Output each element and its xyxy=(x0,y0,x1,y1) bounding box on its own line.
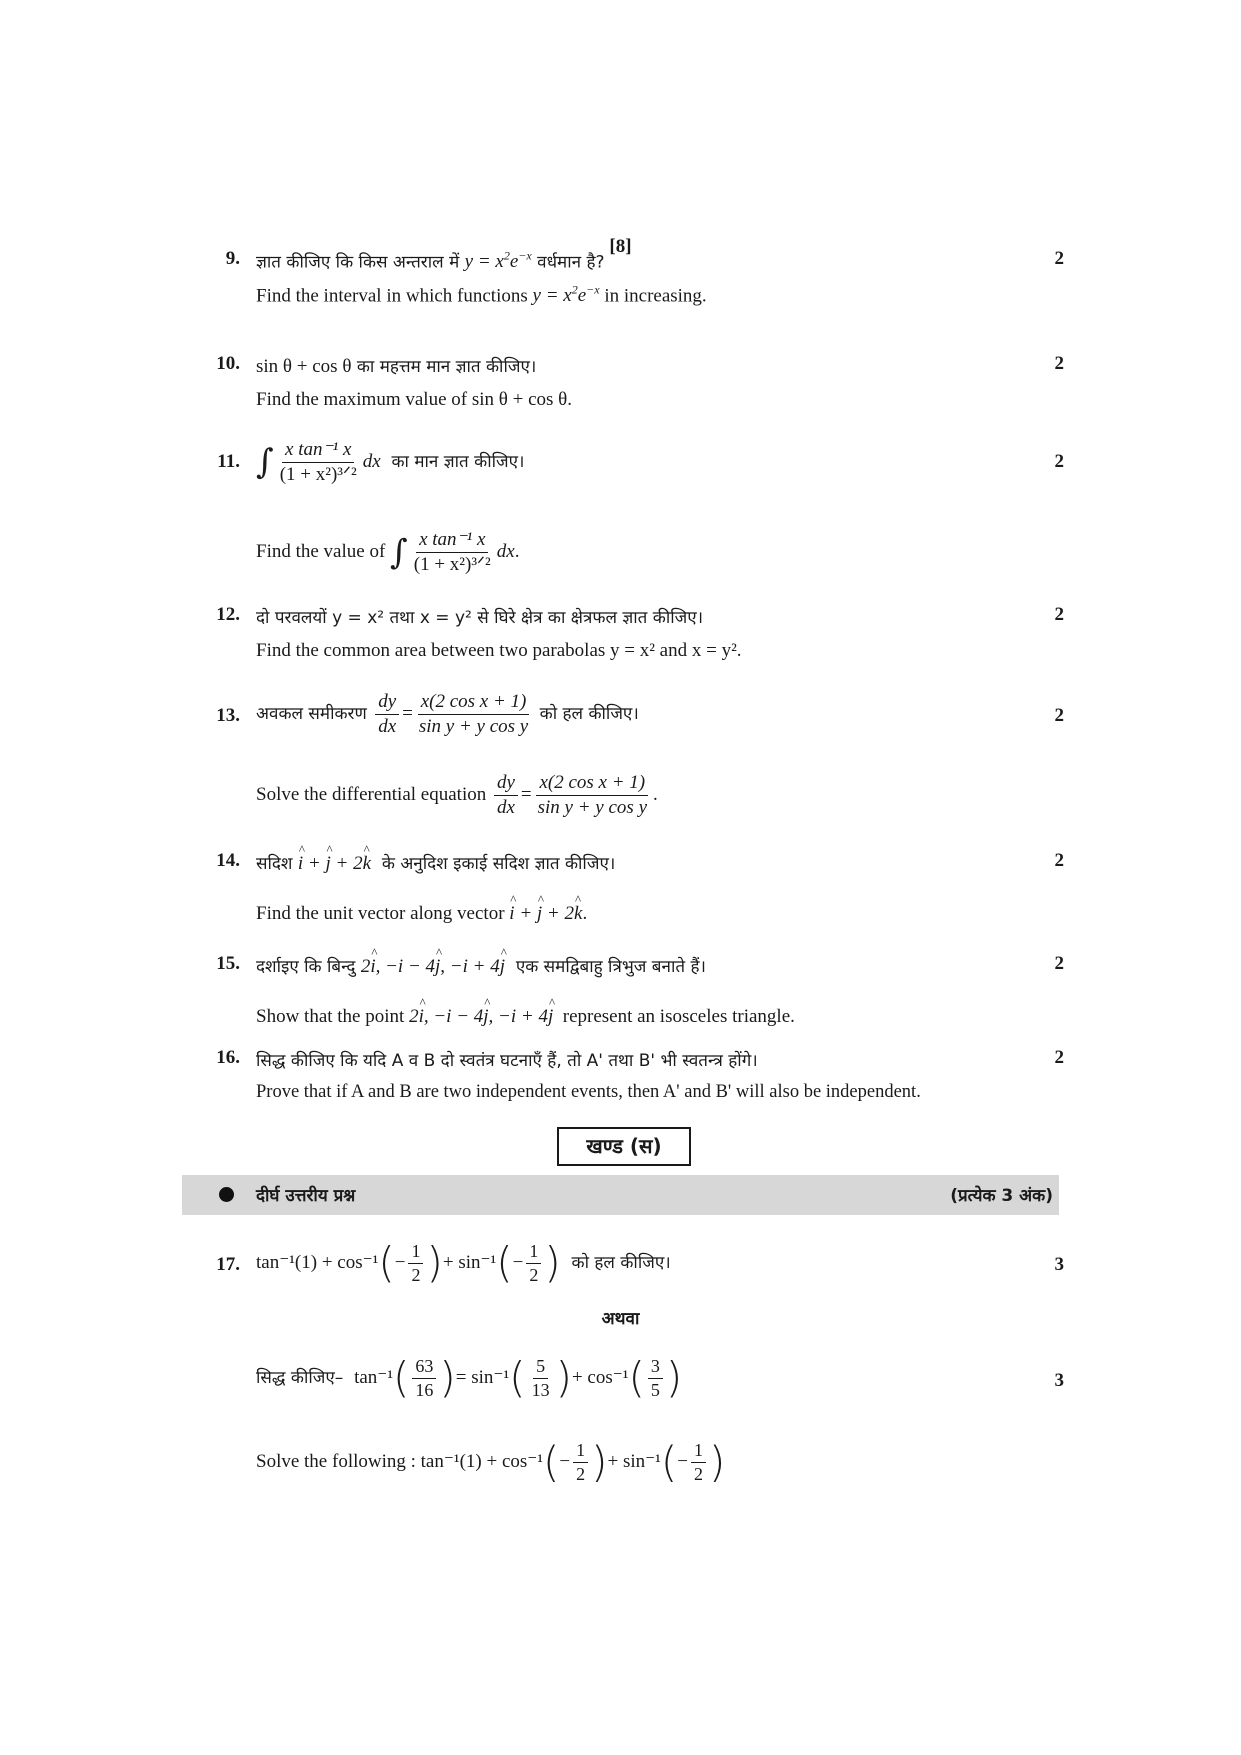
question-17-hindi: tan⁻¹(1) + cos⁻¹(− $\frac{1}{2}$ )+ sin⁻¹(− $\frac{1}{2}$ ) को हल कीजिए। xyxy=(256,1238,671,1287)
marks: 2 xyxy=(1054,850,1064,871)
denominator: (1 + x²)³ᐟ² xyxy=(279,463,357,485)
fraction xyxy=(411,529,494,576)
fraction xyxy=(408,1241,423,1285)
question-11-hindi xyxy=(256,432,524,492)
english-text: Solve the following : xyxy=(256,1451,416,1472)
math-e: e xyxy=(509,251,519,273)
unit-vector-k: k ^ xyxy=(363,853,371,875)
denominator: 2 xyxy=(411,1264,421,1285)
hindi-text: का महत्तम मान ज्ञात कीजिए। xyxy=(356,357,537,377)
numerator: dy xyxy=(494,772,518,796)
integral-sign: ∫ xyxy=(256,442,274,482)
marks: 2 xyxy=(1054,248,1064,269)
hindi-text: के अनुदिश इकाई सदिश ज्ञात कीजिए। xyxy=(381,854,616,874)
hindi-text: वर्धमान है? xyxy=(537,252,605,273)
marks: 2 xyxy=(1054,1047,1064,1068)
numerator: 3 xyxy=(648,1356,663,1379)
numerator: dy xyxy=(375,691,399,715)
math-op: + xyxy=(303,853,326,874)
math-op: − xyxy=(559,1451,571,1472)
math-term: , −i + 4 xyxy=(440,956,500,977)
unit-vector-j: j ^ xyxy=(435,956,440,978)
hindi-text: का मान ज्ञात कीजिए। xyxy=(391,452,525,472)
english-text: Find the value of xyxy=(256,541,386,562)
fraction xyxy=(375,691,399,738)
page-number: [8] xyxy=(609,236,632,257)
numerator: x(2 cos x + 1) xyxy=(418,691,530,715)
math-term: , −i + 4 xyxy=(488,1006,548,1027)
unit-vector-j: j ^ xyxy=(483,1006,488,1028)
english-text: . xyxy=(653,784,658,805)
marks: 3 xyxy=(1054,1254,1064,1275)
math-term: + cos⁻¹ xyxy=(571,1367,629,1388)
denominator: 2 xyxy=(694,1464,703,1485)
english-text: in increasing. xyxy=(604,285,707,307)
question-number: 13. xyxy=(216,705,240,726)
question-17-english: Solve the following : tan⁻¹(1) + cos⁻¹(− $\frac{1}{2}$ )+ sin⁻¹(− $\frac{1}{2}$ ) xyxy=(256,1437,726,1487)
hindi-text: को हल कीजिए। xyxy=(539,704,639,724)
question-15-hindi xyxy=(256,954,706,978)
math-term: tan⁻¹(1) + cos⁻¹ xyxy=(256,1252,379,1273)
question-9-english xyxy=(256,283,707,307)
math-sup: −x xyxy=(586,283,600,297)
marks: 3 xyxy=(1054,1370,1064,1391)
question-11-english xyxy=(256,522,519,583)
numerator: 1 xyxy=(573,1440,588,1463)
english-text: Find the interval in which functions xyxy=(256,285,528,307)
question-16-english: Prove that if A and B are two independent events, then A' and B' will also be independent. xyxy=(256,1082,921,1102)
or-divider: अथवा xyxy=(601,1309,640,1329)
section-title: खण्ड (स) xyxy=(557,1127,691,1166)
hindi-text: सिद्ध कीजिए– xyxy=(256,1368,344,1388)
marks: 2 xyxy=(1054,604,1064,625)
hindi-text: को हल कीजिए। xyxy=(571,1253,671,1273)
fraction xyxy=(535,772,650,819)
math-coef: 2 xyxy=(409,1006,419,1027)
unit-vector-k: k ^ xyxy=(574,903,582,925)
question-number: 17. xyxy=(216,1254,240,1275)
hindi-text: अवकल समीकरण xyxy=(256,704,367,724)
fraction xyxy=(526,1241,541,1285)
math-op: − xyxy=(677,1451,688,1472)
bullet-icon xyxy=(219,1187,234,1202)
question-13-hindi: अवकल समीकरण $\frac{dy}{dx}$ = $\frac{\text{x(2 cos x + 1)}}{\text{sin y + y cos y}}$ को हल कीजिए। xyxy=(256,690,639,737)
question-number: 15. xyxy=(216,953,240,974)
unit-vector-j: j ^ xyxy=(548,1006,553,1028)
math-term: + sin⁻¹ xyxy=(442,1252,497,1273)
math-sup: 2 xyxy=(571,283,578,297)
question-9-hindi xyxy=(256,249,605,273)
math-op: − xyxy=(512,1252,524,1273)
question-15-english xyxy=(256,1006,795,1028)
unit-vector-j: j ^ xyxy=(326,853,331,875)
math-sup: 2 xyxy=(503,249,510,263)
integral-sign: ∫ xyxy=(390,532,408,573)
question-number: 16. xyxy=(216,1047,240,1068)
hindi-text: सदिश xyxy=(256,854,293,874)
marks: 2 xyxy=(1054,705,1064,726)
english-text: Solve the differential equation xyxy=(256,784,487,805)
question-14-hindi xyxy=(256,851,615,875)
denominator: 5 xyxy=(650,1379,660,1400)
question-14-english xyxy=(256,903,587,925)
denominator: 13 xyxy=(531,1379,550,1400)
english-text: . xyxy=(514,541,520,562)
hindi-text: ज्ञात कीजिए कि किस अन्तराल में xyxy=(256,252,460,273)
question-number: 14. xyxy=(216,850,240,871)
denominator: dx xyxy=(378,715,397,737)
question-10-hindi xyxy=(256,354,536,378)
unit-vector-j: j ^ xyxy=(537,903,542,925)
unit-vector-j: j ^ xyxy=(500,956,505,978)
english-text: . xyxy=(582,903,588,924)
question-number: 11. xyxy=(217,451,240,472)
math-op: + 2 xyxy=(330,853,363,874)
denominator: 2 xyxy=(576,1464,586,1485)
numerator: 63 xyxy=(412,1356,436,1379)
numerator: x tan⁻¹ x xyxy=(282,439,354,463)
english-text: represent an isosceles triangle. xyxy=(562,1006,795,1027)
math-dx: dx xyxy=(496,541,515,562)
question-13-english: Solve the differential equation $\frac{dy}{dx}$ = $\frac{\text{x(2 cos x + 1)}}{\text{sin y + y cos y}}$ . xyxy=(256,772,658,819)
denominator: (1 + x²)³ᐟ² xyxy=(413,554,491,576)
section-band-marks: (प्रत्येक 3 अंक) xyxy=(950,1186,1053,1206)
section-band-label: दीर्घ उत्तरीय प्रश्न xyxy=(256,1186,356,1206)
marks: 2 xyxy=(1054,953,1064,974)
denominator: sin y + y cos y xyxy=(537,797,647,819)
fraction xyxy=(691,1440,706,1484)
fraction xyxy=(412,1356,436,1400)
fraction xyxy=(648,1356,663,1400)
math-term: tan⁻¹(1) + cos⁻¹ xyxy=(420,1451,544,1472)
math-sup: −x xyxy=(518,249,532,263)
math-term: , −i − 4 xyxy=(375,956,436,977)
marks: 2 xyxy=(1054,353,1064,374)
unit-vector-i: i ^ xyxy=(509,903,514,925)
unit-vector-i: i ^ xyxy=(419,1006,424,1028)
math-term: = sin⁻¹ xyxy=(455,1367,510,1388)
numerator: x(2 cos x + 1) xyxy=(536,772,648,796)
question-10-english: Find the maximum value of sin θ + cos θ. xyxy=(256,389,572,410)
question-number: 9. xyxy=(225,248,240,269)
math-coef: 2 xyxy=(360,956,371,977)
fraction xyxy=(277,439,360,486)
question-12-english: Find the common area between two parabolas y = x² and x = y². xyxy=(256,640,742,661)
denominator: dx xyxy=(496,797,515,819)
math-term: tan⁻¹ xyxy=(354,1367,394,1388)
math-y: y = x xyxy=(464,251,504,273)
english-text: Find the unit vector along vector xyxy=(256,903,505,924)
denominator: 2 xyxy=(529,1264,539,1285)
denominator: sin y + y cos y xyxy=(418,715,529,737)
numerator: 1 xyxy=(691,1440,706,1463)
question-16-hindi: सिद्ध कीजिए कि यदि A व B दो स्वतंत्र घटनाएँ हैं, तो A' तथा B' भी स्वतन्त्र होंगे। xyxy=(256,1051,758,1071)
numerator: x tan⁻¹ x xyxy=(416,529,488,553)
math-op: + xyxy=(514,903,537,924)
math-dx: dx xyxy=(362,451,381,472)
math-op: + 2 xyxy=(542,903,574,924)
fraction xyxy=(494,772,518,819)
question-12-hindi: दो परवलयों y = x² तथा x = y² से घिरे क्षेत्र का क्षेत्रफल ज्ञात कीजिए। xyxy=(256,608,704,628)
numerator: 1 xyxy=(408,1241,423,1264)
denominator: 16 xyxy=(415,1379,434,1400)
fraction xyxy=(573,1440,588,1484)
question-number: 10. xyxy=(216,353,240,374)
math-term: , −i − 4 xyxy=(423,1006,484,1027)
unit-vector-i: i ^ xyxy=(370,956,375,978)
math-op: − xyxy=(394,1252,406,1273)
hindi-text: दर्शाइए कि बिन्दु xyxy=(256,957,356,977)
fraction xyxy=(416,691,531,738)
numerator: 5 xyxy=(533,1356,548,1379)
question-17-alt-hindi: सिद्ध कीजिए– tan⁻¹( $\frac{63}{16}$ )= sin⁻¹( $\frac{5}{13}$ )+ cos⁻¹( $\frac{3}{5}$ ) xyxy=(256,1353,683,1402)
hindi-text: एक समद्विबाहु त्रिभुज बनाते हैं। xyxy=(515,957,706,977)
math-e: e xyxy=(577,285,587,307)
marks: 2 xyxy=(1054,451,1064,472)
math-term: + sin⁻¹ xyxy=(607,1451,661,1472)
question-number: 12. xyxy=(216,604,240,625)
math-y: y = x xyxy=(532,285,572,307)
fraction xyxy=(529,1356,553,1400)
english-text: Show that the point xyxy=(256,1006,405,1027)
math-expr: sin θ + cos θ xyxy=(256,356,352,377)
numerator: 1 xyxy=(526,1241,541,1264)
unit-vector-i: i ^ xyxy=(298,853,303,875)
